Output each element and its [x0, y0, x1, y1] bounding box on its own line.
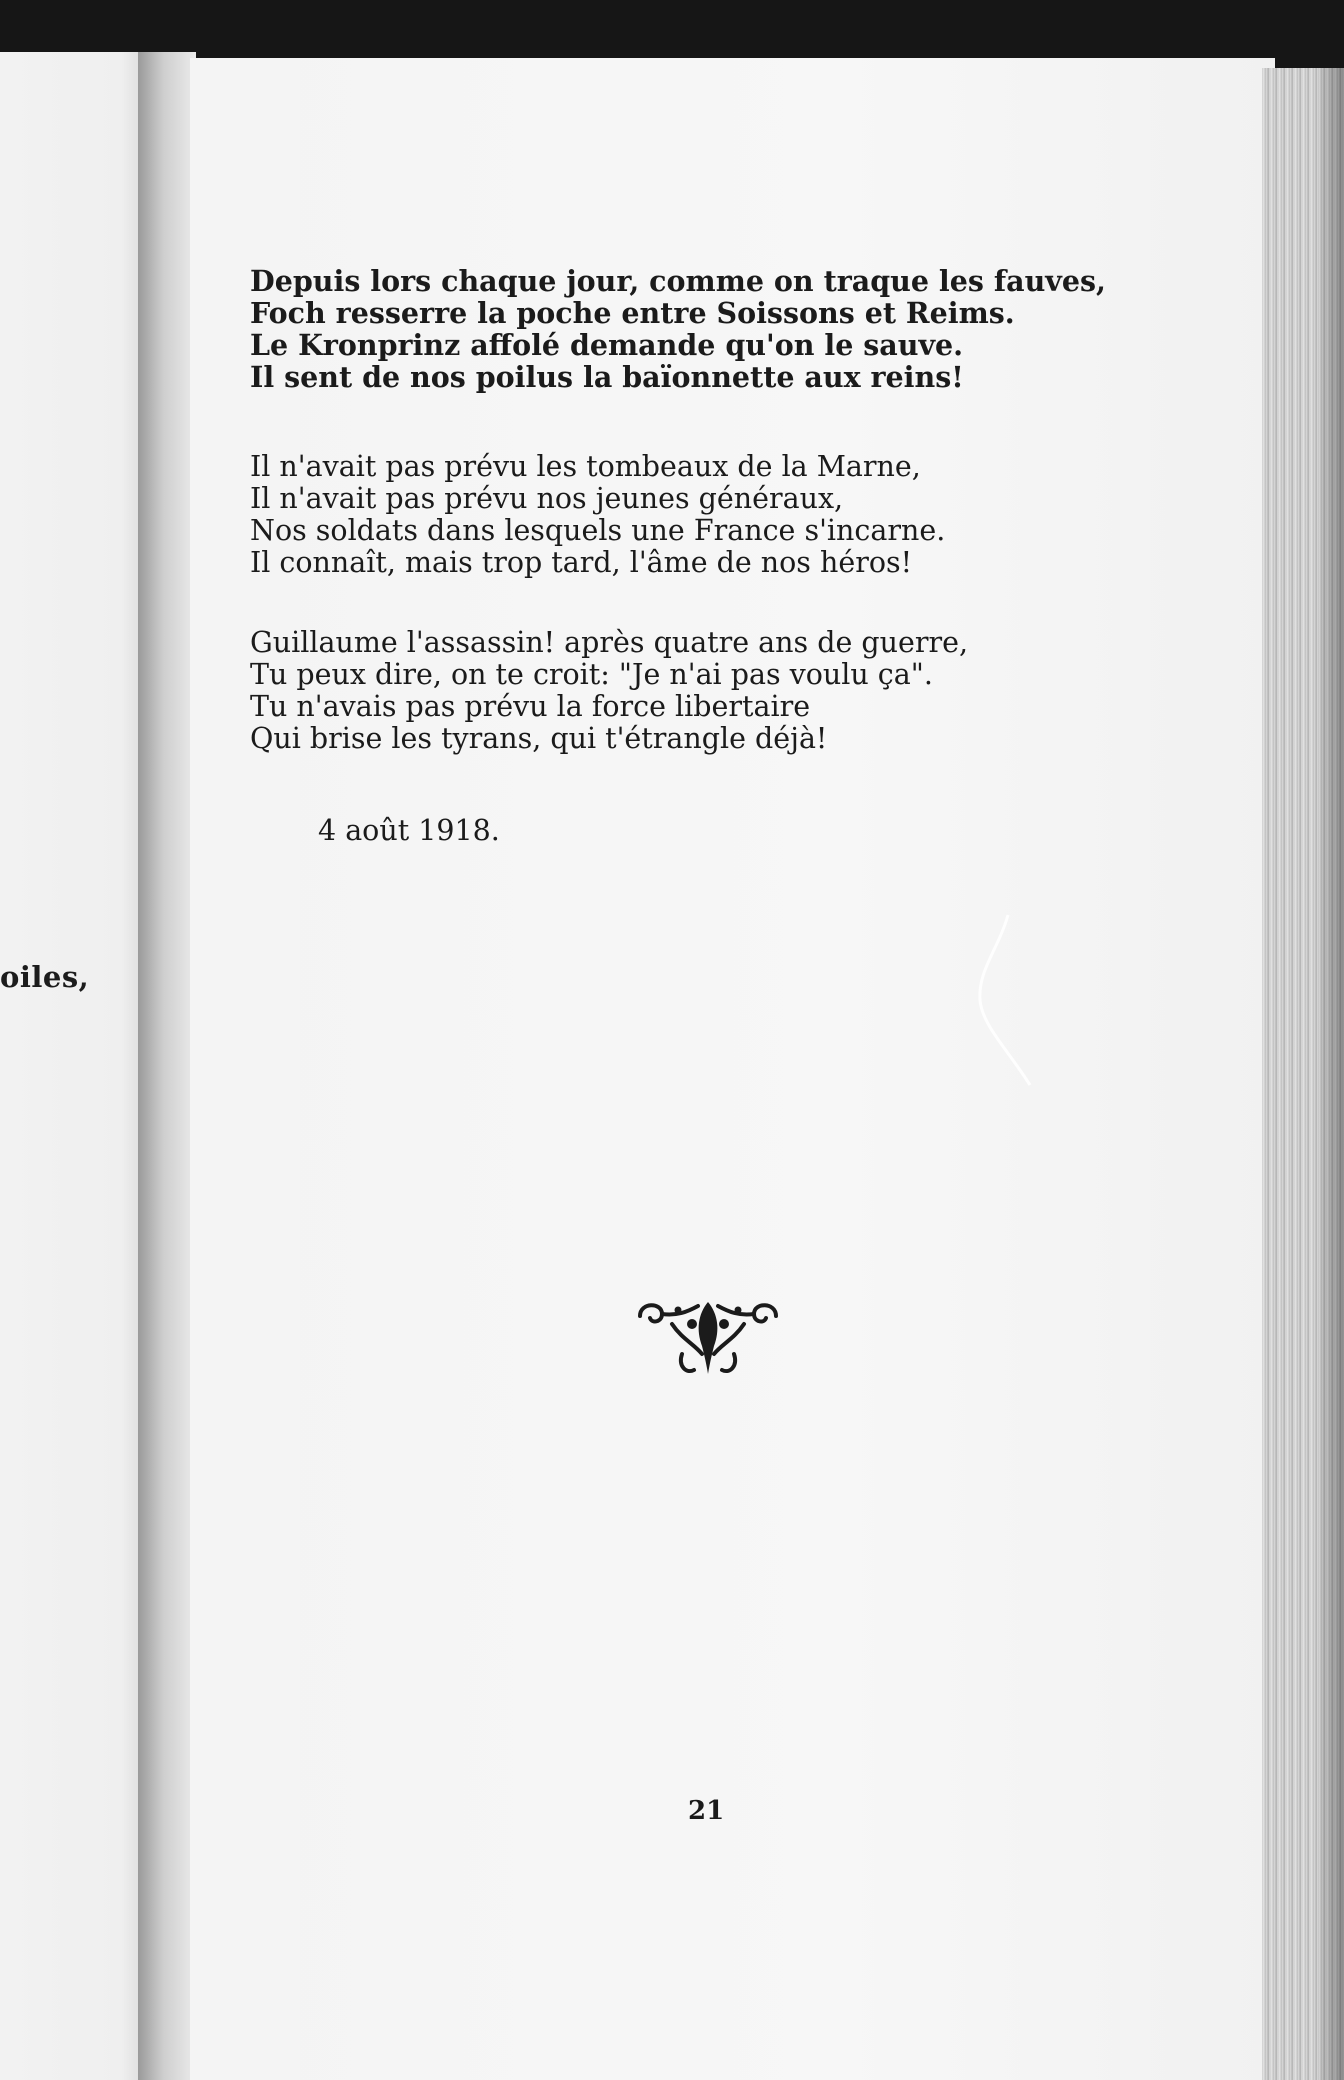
page-number: 21 — [688, 1796, 725, 1826]
poem-line: Guillaume l'assassin! après quatre ans de guerre, — [250, 626, 969, 659]
left-facing-page — [0, 52, 152, 2080]
poem-line: Le Kronprinz affolé demande qu'on le sauve. — [250, 328, 964, 362]
poem-line: Tu peux dire, on te croit: "Je n'ai pas voulu ça". — [250, 658, 933, 691]
book-gutter — [138, 52, 196, 2080]
poem-line: Nos soldats dans lesquels une France s'incarne. — [250, 514, 946, 547]
poem-stanza-3 — [250, 627, 968, 755]
poem-stanza-2 — [250, 451, 945, 579]
poem-date: 4 août 1918. — [318, 814, 500, 847]
poem-stanza-1 — [250, 265, 1106, 393]
poem-line: Il n'avait pas prévu nos jeunes généraux, — [250, 482, 844, 515]
poem-line: Il n'avait pas prévu les tombeaux de la Marne, — [250, 450, 921, 483]
poem-line: Il sent de nos poilus la baïonnette aux reins! — [250, 360, 964, 394]
poem-line: Il connaît, mais trop tard, l'âme de nos héros! — [250, 546, 913, 579]
left-page-text-fragment: oiles, — [0, 960, 90, 994]
poem-line: Tu n'avais pas prévu la force libertaire — [250, 690, 811, 723]
fleuron-ornament-icon — [632, 1294, 784, 1382]
poem-line: Depuis lors chaque jour, comme on traque les fauves, — [250, 264, 1106, 298]
poem-line: Foch resserre la poche entre Soissons et Reims. — [250, 296, 1015, 330]
poem-line: Qui brise les tyrans, qui t'étrangle déjà! — [250, 722, 828, 755]
page-edges-shadow — [1318, 68, 1344, 2080]
paper-crease-mark — [968, 910, 1038, 1090]
